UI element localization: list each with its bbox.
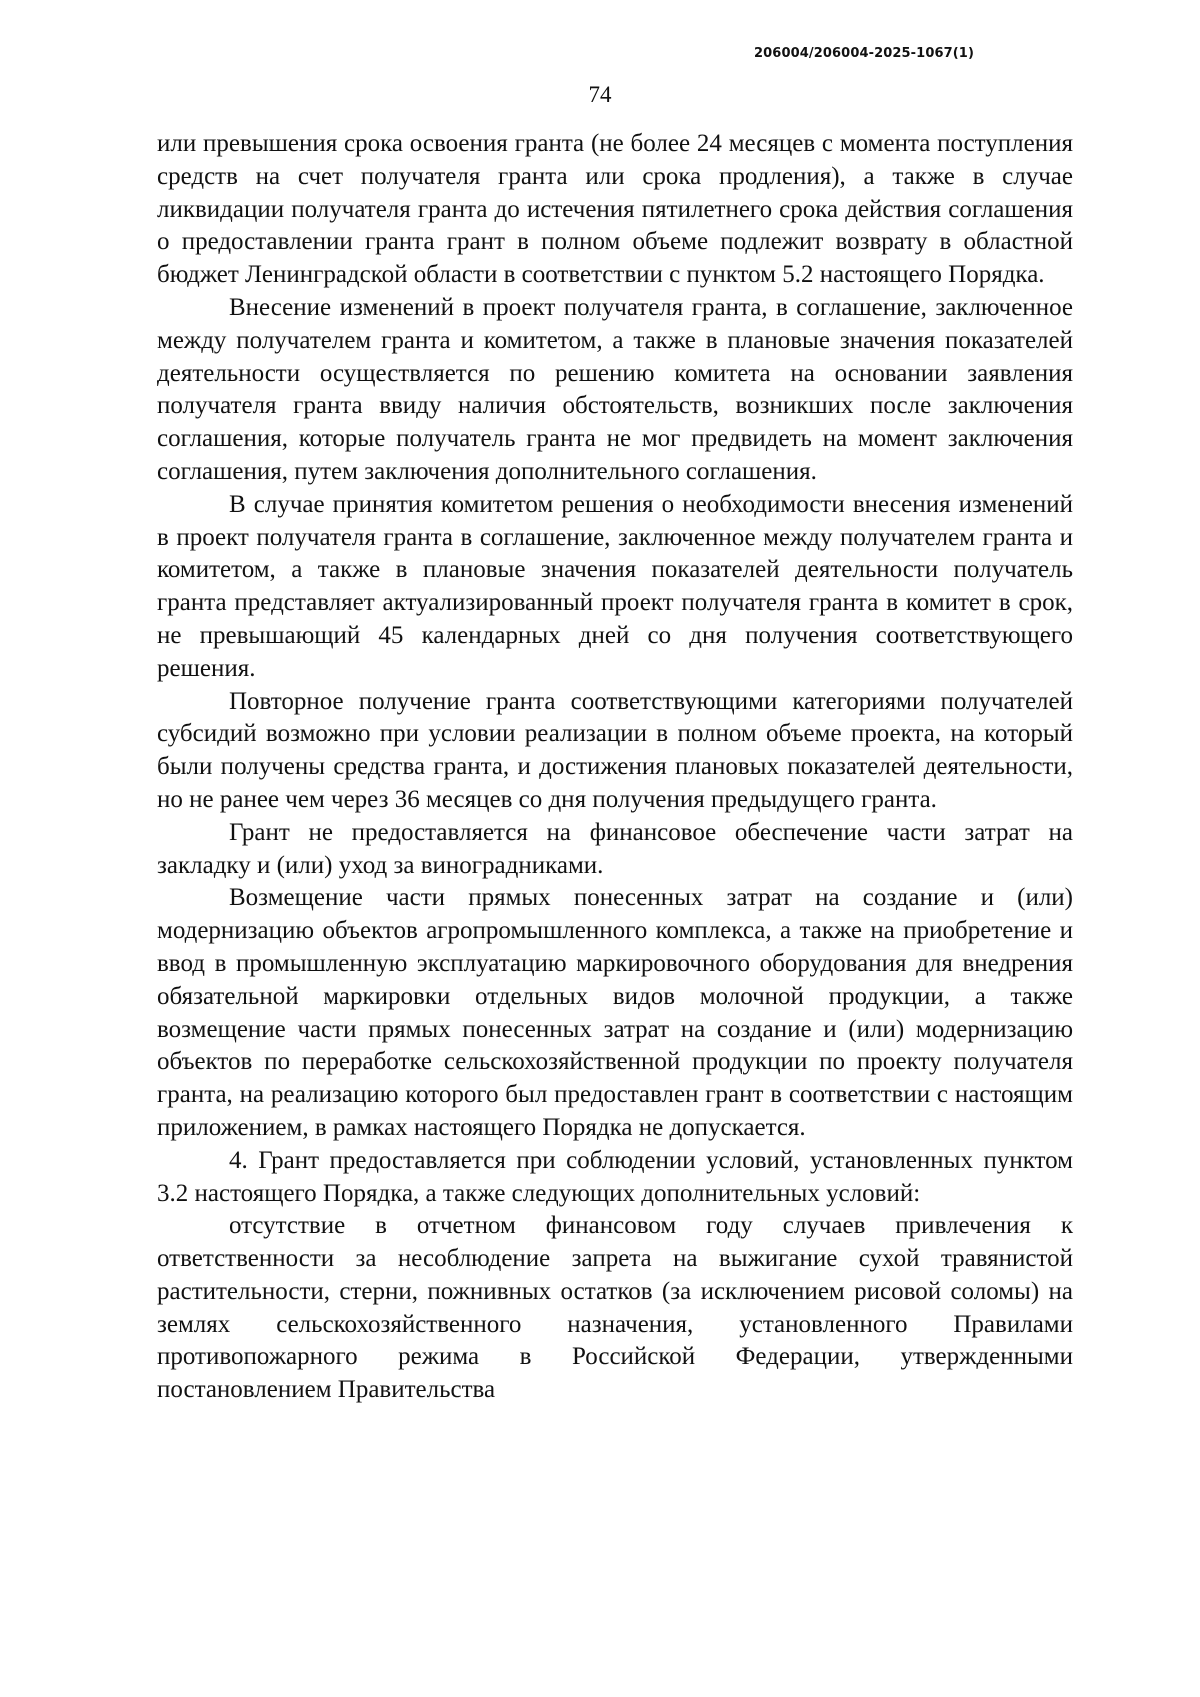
paragraph-reimbursement: Возмещение части прямых понесенных затрат на создание и (или) модернизацию объектов агропромышленного комплекса, а также на приобретение и ввод в промышленную эксплуатацию маркировочного оборудования для внедрения обязательной маркировки отдельных видов молочной продукции, а также возмещение части прямых понесенных затрат на создание и (или) модернизацию объектов по переработке сельскохозяйственной продукции по проекту получателя гранта, на реализацию которого был предоставлен грант в соответствии с настоящим приложением, в рамках настоящего Порядка не допускается. (157, 884, 1073, 1141)
paragraph-changes: Внесение изменений в проект получателя гранта, в соглашение, заключенное между получателем гранта и комитетом, а также в плановые значения показателей деятельности осуществляется по решению комитета на основании заявления получателя гранта ввиду наличия обстоятельств, возникших после заключения соглашения, которые получатель гранта не мог предвидеть на момент заключения соглашения, путем заключения дополнительного соглашения. (157, 293, 1073, 485)
paragraph-continuation: или превышения срока освоения гранта (не более 24 месяцев с момента поступления средств на счет получателя гранта или срока продления), а также в случае ликвидации получателя гранта до истечения пятилетнего срока действия соглашения о предоставлении гранта грант в полном объеме подлежит возврату в областной бюджет Ленинградской области в соответствии с пунктом 5.2 настоящего Порядка. (157, 130, 1073, 289)
document-id: 206004/206004-2025-1067(1) (754, 46, 974, 61)
paragraph-decision: В случае принятия комитетом решения о необходимости внесения изменений в проект получателя гранта в соглашение, заключенное между получателем гранта и комитетом, а также в плановые значения показателей деятельности получатель гранта представляет актуализированный проект получателя гранта в комитет в срок, не превышающий 45 календарных дней со дня получения соответствующего решения. (157, 490, 1073, 682)
paragraph-item-4: 4. Грант предоставляется при соблюдении условий, установленных пунктом 3.2 настоящего Порядка, а также следующих дополнительных условий: (157, 1146, 1073, 1207)
paragraph-vineyards: Грант не предоставляется на финансовое обеспечение части затрат на закладку и (или) уход за виноградниками. (157, 818, 1073, 879)
paragraph-repeat-grant: Повторное получение гранта соответствующими категориями получателей субсидий возможно при условии реализации в полном объеме проекта, на который были получены средства гранта, и достижения плановых показателей деятельности, но не ранее чем через 36 месяцев со дня получения предыдущего гранта. (157, 687, 1073, 813)
paragraph-condition: отсутствие в отчетном финансовом году случаев привлечения к ответственности за несоблюдение запрета на выжигание сухой травянистой растительности, стерни, пожнивных остатков (за исключением рисовой соломы) на землях сельскохозяйственного назначения, установленного Правилами противопожарного режима в Российской Федерации, утвержденными постановлением Правительства (157, 1212, 1073, 1404)
page-number: 74 (588, 82, 612, 107)
document-body (157, 128, 1073, 1407)
